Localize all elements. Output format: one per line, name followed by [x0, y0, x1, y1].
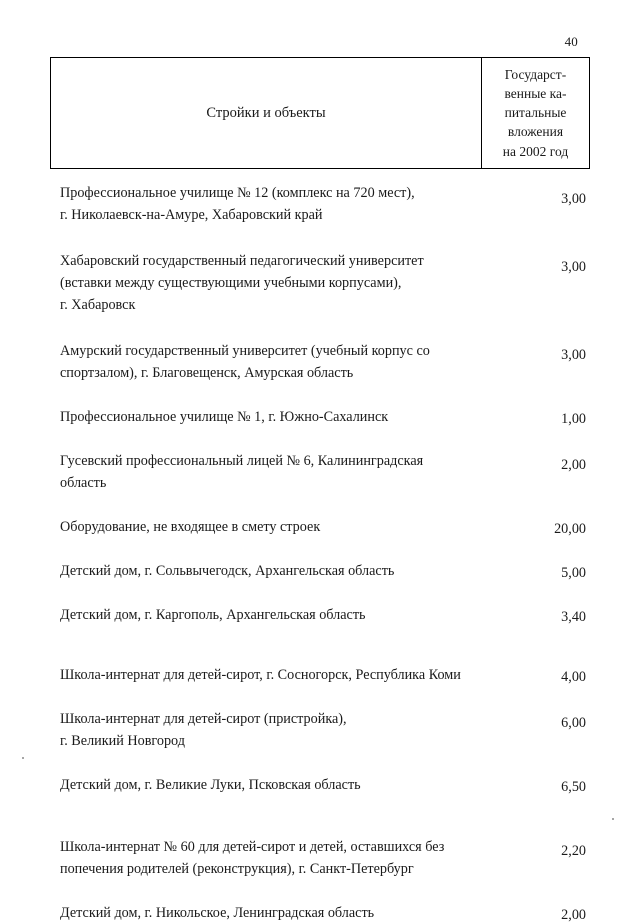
table-row	[50, 450, 590, 494]
table-row	[50, 516, 590, 538]
row-object-name-line: (вставки между существующими учебными корпусами),	[60, 275, 402, 291]
row-object-name	[50, 774, 361, 796]
row-investment-value: 6,00	[561, 715, 586, 731]
table-row	[50, 902, 590, 924]
table-body	[50, 182, 590, 924]
row-investment-value: 3,00	[561, 191, 586, 207]
row-object-name	[50, 560, 394, 582]
row-object-name	[50, 902, 374, 924]
row-investment-value: 4,00	[561, 669, 586, 685]
row-object-name-line: Профессиональное училище № 12 (комплекс на 720 мест),	[60, 185, 415, 201]
page-number	[565, 34, 578, 50]
row-object-name-line: попечения родителей (реконструкция), г. Санкт-Петербург	[60, 861, 414, 877]
row-object-name-line: Гусевский профессиональный лицей № 6, Калининградская	[60, 453, 424, 469]
row-investment-value: 3,00	[561, 259, 586, 275]
table-row	[50, 836, 590, 880]
row-object-name-line: г. Хабаровск	[60, 297, 136, 313]
row-object-name	[50, 450, 423, 494]
table-row	[50, 406, 590, 428]
row-object-name	[50, 250, 424, 316]
row-object-name-line: Профессиональное училище № 1, г. Южно-Сахалинск	[60, 409, 389, 425]
row-object-name-line: Школа-интернат для детей-сирот, г. Сосногорск, Республика Коми	[60, 667, 461, 683]
column-header-investments-line-2: венные ка-	[504, 86, 567, 102]
row-object-name	[50, 406, 388, 428]
row-object-name-line: область	[60, 475, 107, 491]
row-object-name	[50, 664, 461, 686]
table-row	[50, 664, 590, 686]
column-header-objects: Стройки и объекты	[206, 104, 326, 121]
column-header-investments-line-3: питальные	[504, 105, 567, 121]
row-object-name	[50, 836, 444, 880]
row-object-name-line: г. Николаевск-на-Амуре, Хабаровский край	[60, 207, 323, 223]
row-investment-value: 20,00	[554, 521, 586, 537]
row-object-name	[50, 340, 430, 384]
row-investment-value: 5,00	[561, 565, 586, 581]
row-object-name-line: Школа-интернат для детей-сирот (пристройка),	[60, 711, 347, 727]
row-object-name-line: г. Великий Новгород	[60, 733, 185, 749]
column-header-investments-line-4: вложения	[507, 124, 564, 140]
table-row	[50, 604, 590, 626]
row-investment-value: 6,50	[561, 779, 586, 795]
table-row	[50, 182, 590, 226]
row-object-name	[50, 708, 347, 752]
row-object-name-line: Детский дом, г. Сольвычегодск, Архангельская область	[60, 563, 395, 579]
table-row	[50, 560, 590, 582]
column-header-investments-line-1: Государст-	[504, 67, 567, 82]
scan-speck	[612, 818, 614, 820]
row-investment-value: 3,00	[561, 347, 586, 363]
row-object-name-line: Хабаровский государственный педагогический университет	[60, 253, 424, 269]
row-object-name-line: Детский дом, г. Каргополь, Архангельская область	[60, 607, 366, 623]
table-header-box	[50, 57, 590, 169]
row-object-name-line: Детский дом, г. Никольское, Ленинградская область	[60, 905, 375, 921]
row-investment-value: 1,00	[561, 411, 586, 427]
row-object-name	[50, 516, 320, 538]
row-object-name	[50, 604, 366, 626]
row-investment-value: 3,40	[561, 609, 586, 625]
row-object-name-line: Амурский государственный университет (учебный корпус со	[60, 343, 430, 359]
table-row	[50, 340, 590, 384]
row-object-name-line: Детский дом, г. Великие Луки, Псковская область	[60, 777, 361, 793]
row-investment-value: 2,00	[561, 907, 586, 923]
row-object-name-line: спортзалом), г. Благовещенск, Амурская область	[60, 365, 354, 381]
row-investment-value: 2,00	[561, 457, 586, 473]
column-header-investments-line-5: на 2002 год	[502, 143, 569, 159]
row-object-name-line: Оборудование, не входящее в смету строек	[60, 519, 321, 535]
table-row	[50, 774, 590, 796]
table-header-right-cell	[481, 58, 589, 168]
page-number-text: 40	[564, 34, 578, 49]
table-row	[50, 708, 590, 752]
row-object-name	[50, 182, 415, 226]
row-object-name-line: Школа-интернат № 60 для детей-сирот и детей, оставшихся без	[60, 839, 445, 855]
row-investment-value: 2,20	[561, 843, 586, 859]
table-row	[50, 250, 590, 316]
scan-speck	[22, 757, 24, 759]
table-header-left-cell	[51, 58, 481, 168]
